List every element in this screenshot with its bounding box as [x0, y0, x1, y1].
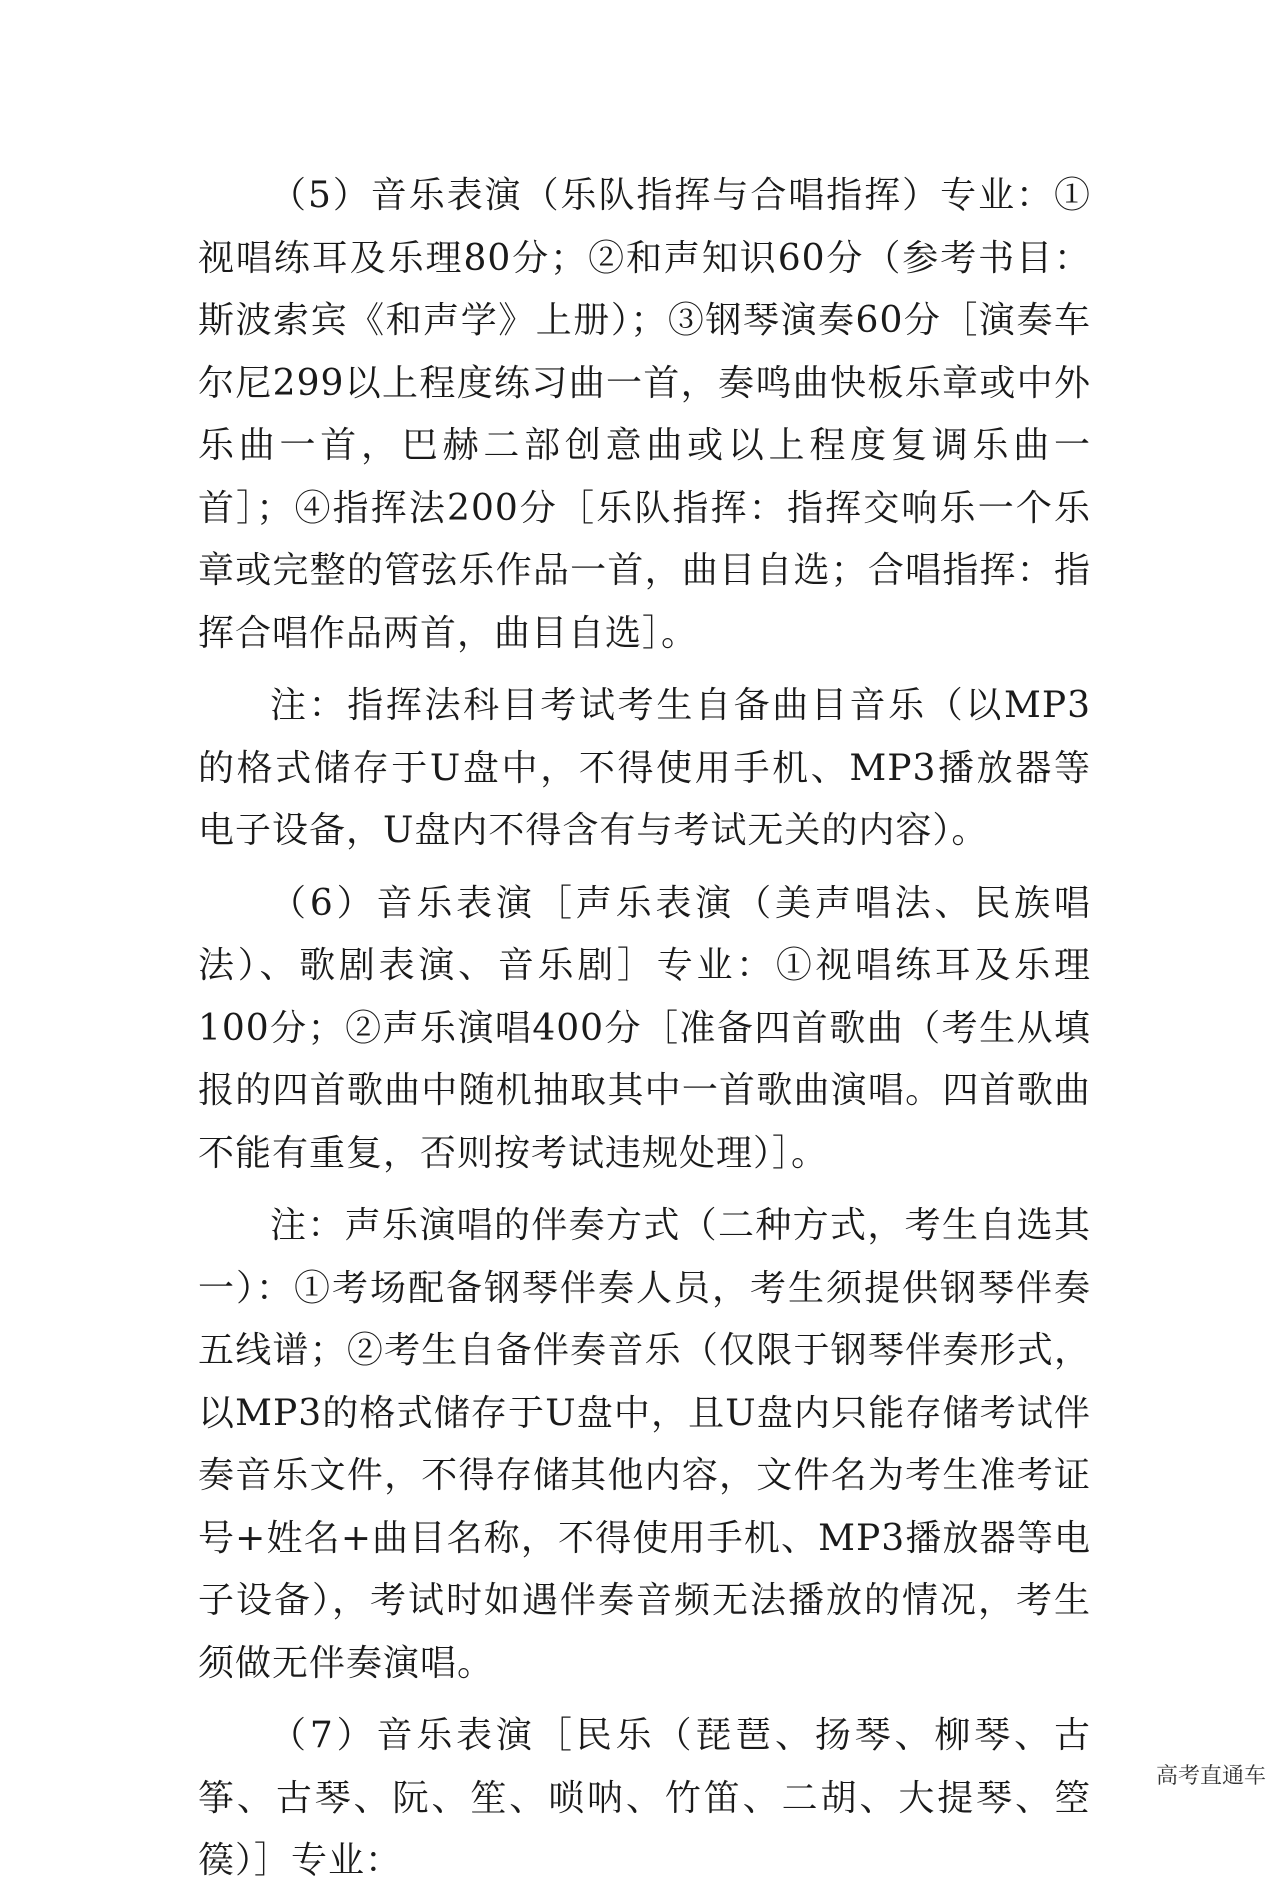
- paragraph-conducting-note: 注：指挥法科目考试考生自备曲目音乐（以MP3的格式储存于U盘中，不得使用手机、MP3播放器等电子设备，U盘内不得含有与考试无关的内容）。: [198, 685, 1091, 851]
- watermark-text: 高考直通车: [1155, 1764, 1266, 1789]
- paragraph-vocal-note: 注：声乐演唱的伴奏方式（二种方式，考生自选其一）：①考场配备钢琴伴奏人员，考生须提供钢琴伴奏五线谱；②考生自备伴奏音乐（仅限于钢琴伴奏形式，以MP3的格式储存于U盘中，且U盘内只能存储考试伴奏音乐文件，不得存储其他内容，文件名为考生准考证号+姓名+曲目名称，不得使用手机、MP3播放器等电子设备），考试时如遇伴奏音频无法播放的情况，考生须做无伴奏演唱。: [198, 1205, 1091, 1684]
- paragraph-conducting-major: （5）音乐表演（乐队指挥与合唱指挥）专业：①视唱练耳及乐理80分；②和声知识60分（参考书目：斯波索宾《和声学》上册）；③钢琴演奏60分［演奏车尔尼299以上程度练习曲一首，奏鸣曲快板乐章或中外乐曲一首，巴赫二部创意曲或以上程度复调乐曲一首］；④指挥法200分［乐队指挥：指挥交响乐一个乐章或完整的管弦乐作品一首，曲目自选；合唱指挥：指挥合唱作品两首，曲目自选］。: [198, 175, 1091, 654]
- document-body: [198, 165, 1091, 1893]
- paragraph-folk-music-major: （7）音乐表演［民乐（琵琶、扬琴、柳琴、古筝、古琴、阮、笙、唢呐、竹笛、二胡、大提琴、箜篌）］专业：: [198, 1715, 1091, 1881]
- paragraph-vocal-major: （6）音乐表演［声乐表演（美声唱法、民族唱法）、歌剧表演、音乐剧］专业：①视唱练耳及乐理100分；②声乐演唱400分［准备四首歌曲（考生从填报的四首歌曲中随机抽取其中一首歌曲演唱。四首歌曲不能有重复，否则按考试违规处理）］。: [198, 882, 1091, 1174]
